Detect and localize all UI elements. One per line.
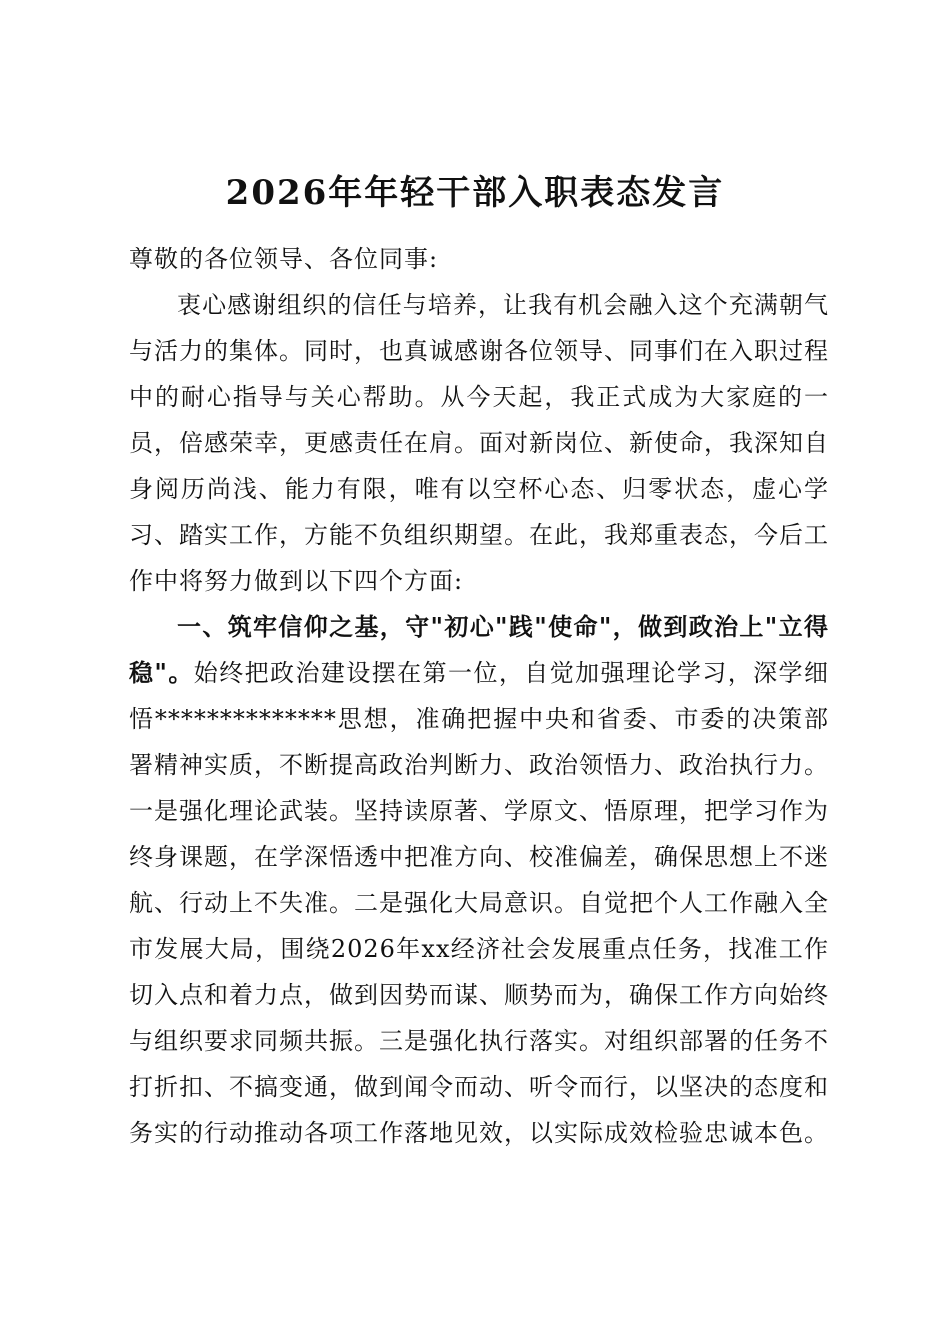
- document-title: 2026年年轻干部入职表态发言: [225, 173, 725, 213]
- salutation: 尊敬的各位领导、各位同事:: [129, 245, 439, 273]
- section-1-text: 始终把政治建设摆在第一位，自觉加强理论学习，深学细悟**************思想，准确把握中央和省委、市委的决策部署精神实质，不断提高政治判断力、政治领悟力、政治执行力。一是强化理论武装。坚持读原著、学原文、悟原理，把学习作为终身课题，在学深悟透中把准方向、校准偏差，确保思想上不迷航、行动上不失准。二是强化大局意识。自觉把个人工作融入全市发展大局，围绕2026年xx经济社会发展重点任务，找准工作切入点和着力点，做到因势而谋、顺势而为，确保工作方向始终与组织要求同频共振。三是强化执行落实。对组织部署的任务不打折扣、不搞变通，做到闻令而动、听令而行，以坚决的态度和务实的行动推动各项工作落地见效，以实际成效检验忠诚本色。: [129, 659, 829, 1147]
- section-1-heading: 一、筑牢信仰之基，守"初心"践"使命"，做到政治上"立得稳"。: [129, 612, 829, 687]
- intro-paragraph: 衷心感谢组织的信任与培养，让我有机会融入这个充满朝气与活力的集体。同时，也真诚感谢各位领导、同事们在入职过程中的耐心指导与关心帮助。从今天起，我正式成为大家庭的一员，倍感荣幸，更感责任在肩。面对新岗位、新使命，我深知自身阅历尚浅、能力有限，唯有以空杯心态、归零状态，虚心学习、踏实工作，方能不负组织期望。在此，我郑重表态，今后工作中将努力做到以下四个方面:: [129, 291, 829, 595]
- document-body: [129, 236, 829, 1156]
- section-1-paragraph: [129, 604, 829, 1156]
